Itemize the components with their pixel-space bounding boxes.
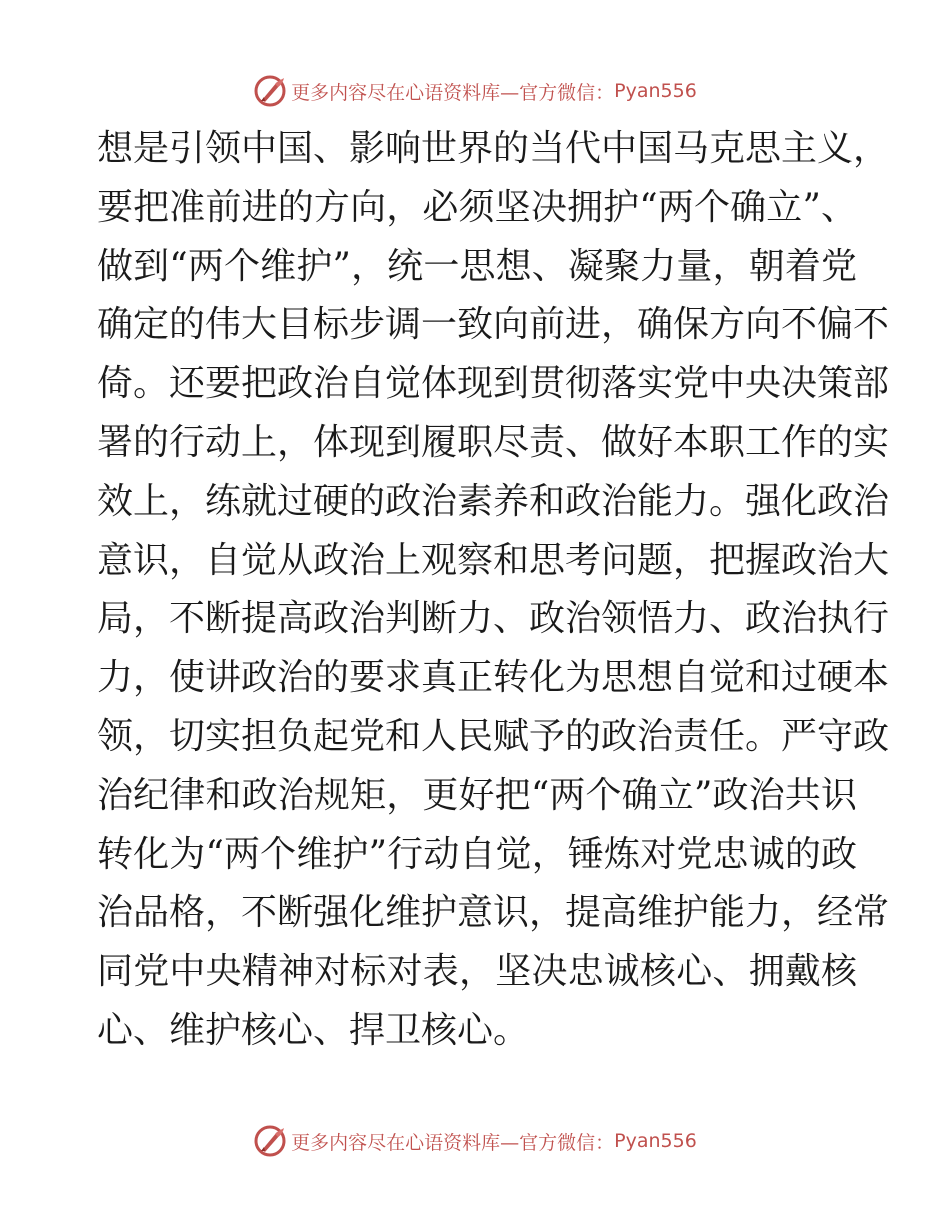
watermark-text: 更多内容尽在心语资料库—官方微信： xyxy=(291,1131,615,1154)
text-line: 领，切实担负起党和人民赋予的政治责任。严守政 xyxy=(97,715,890,757)
watermark-text: 更多内容尽在心语资料库—官方微信： xyxy=(291,81,615,104)
text-line: 做到“两个维护”，统一思想、凝聚力量，朝着党 xyxy=(97,245,857,287)
watermark-wechat-id: Pyan556 xyxy=(614,1130,697,1152)
text-line: 局，不断提高政治判断力、政治领悟力、政治执行 xyxy=(97,598,890,640)
text-line: 力，使讲政治的要求真正转化为思想自觉和过硬本 xyxy=(97,657,890,699)
text-line: 要把准前进的方向，必须坚决拥护“两个确立”、 xyxy=(97,186,857,228)
text-line: 署的行动上，体现到履职尽责、做好本职工作的实 xyxy=(97,421,890,463)
watermark-wechat-id: Pyan556 xyxy=(614,80,697,102)
quill-pen-circle-icon xyxy=(253,74,287,108)
text-line: 效上，练就过硬的政治素养和政治能力。强化政治 xyxy=(97,480,890,522)
text-line: 确定的伟大目标步调一致向前进，确保方向不偏不 xyxy=(97,304,890,346)
text-line: 治纪律和政治规矩，更好把“两个确立”政治共识 xyxy=(97,774,857,816)
footer-watermark xyxy=(0,1121,950,1161)
document-body xyxy=(97,120,890,1061)
text-line: 倚。还要把政治自觉体现到贯彻落实党中央决策部 xyxy=(97,363,890,405)
text-line: 同党中央精神对标对表，坚决忠诚核心、拥戴核 xyxy=(97,951,857,993)
quill-pen-circle-icon xyxy=(253,1124,287,1158)
text-line: 想是引领中国、影响世界的当代中国马克思主义， xyxy=(97,128,890,169)
text-line: 转化为“两个维护”行动自觉，锤炼对党忠诚的政 xyxy=(97,833,857,875)
text-line: 治品格，不断强化维护意识，提高维护能力，经常 xyxy=(97,892,890,934)
text-line: 意识，自觉从政治上观察和思考问题，把握政治大 xyxy=(97,539,890,581)
text-line: 心、维护核心、捍卫核心。 xyxy=(97,1009,530,1051)
header-watermark xyxy=(0,71,950,111)
